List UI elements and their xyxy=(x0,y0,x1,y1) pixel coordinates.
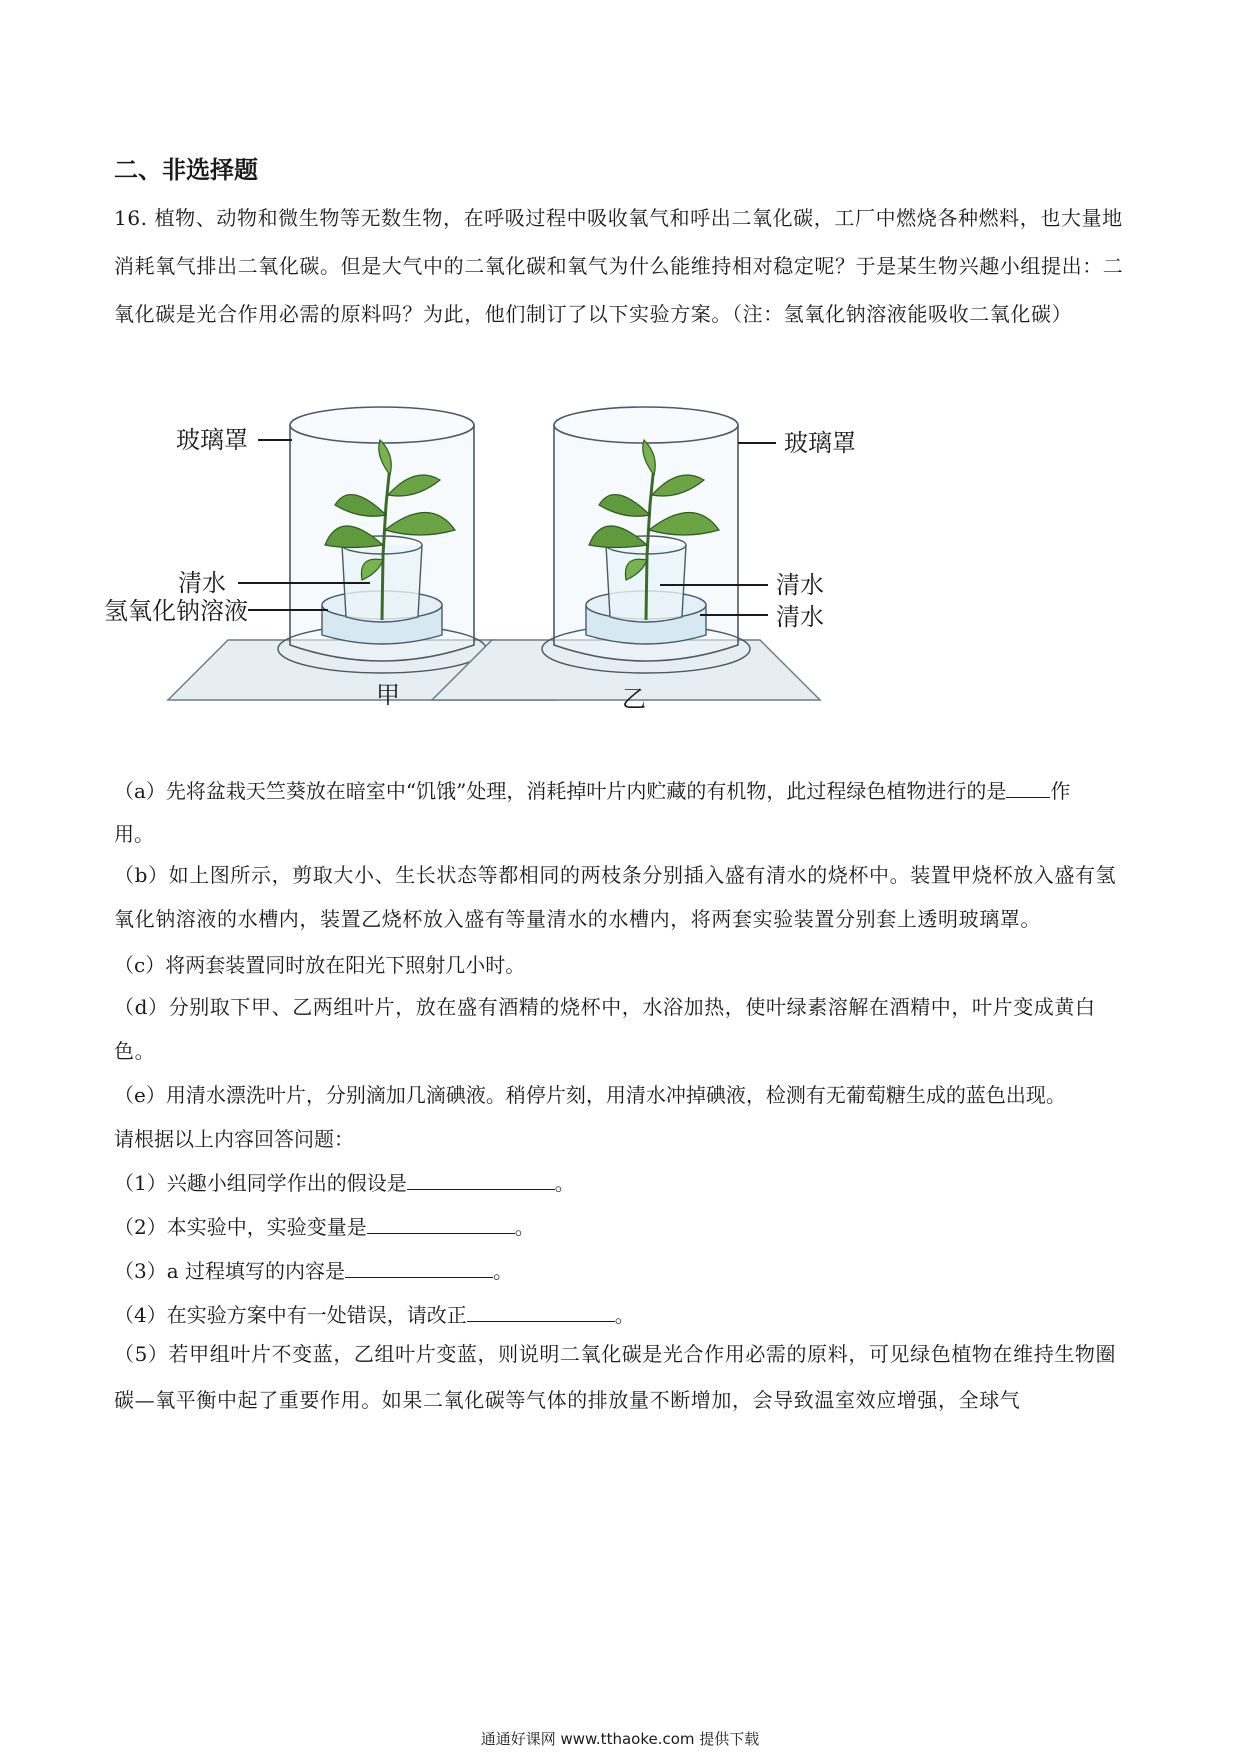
question-4-blank[interactable] xyxy=(467,1299,615,1322)
step-a-continued: 用。 xyxy=(114,822,154,846)
question-4 xyxy=(114,1299,1130,1330)
question-4-text: （4）在实验方案中有一处错误，请改正 xyxy=(114,1303,467,1327)
question-2 xyxy=(114,1211,1130,1242)
step-a-tail: 作 xyxy=(1050,779,1071,803)
question-3-blank[interactable] xyxy=(345,1255,493,1278)
step-a-text: （a）先将盆栽天竺葵放在暗室中“饥饿”处理，消耗掉叶片内贮藏的有机物，此过程绿色植物进行的是 xyxy=(114,779,1007,803)
question-4-end: 。 xyxy=(614,1303,635,1327)
question-1 xyxy=(114,1167,1130,1198)
step-e: （e）用清水漂洗叶片，分别滴加几滴碘液。稍停片刻，用清水冲掉碘液，检测有无葡萄糖生成的蓝色出现。 xyxy=(114,1083,1066,1107)
apparatus-yi xyxy=(432,407,856,713)
caption-yi: 乙 xyxy=(622,685,646,713)
label-water-left: 清水 xyxy=(178,569,226,597)
question-3-text: （3）a 过程填写的内容是 xyxy=(114,1259,346,1283)
caption-jia: 甲 xyxy=(376,681,400,709)
label-water-beaker-right: 清水 xyxy=(776,571,824,599)
question-3-end: 。 xyxy=(493,1259,514,1283)
question-2-blank[interactable] xyxy=(367,1211,515,1234)
question-1-end: 。 xyxy=(554,1171,575,1195)
experiment-figure xyxy=(100,395,1000,825)
question-3 xyxy=(114,1255,1130,1286)
label-naoh-solution: 氢氧化钠溶液 xyxy=(104,597,248,625)
step-a-blank[interactable] xyxy=(1006,775,1050,798)
question-16-intro: 16. 植物、动物和微生物等无数生物，在呼吸过程中吸收氧气和呼出二氧化碳，工厂中燃烧各种燃料，也大量地消耗氧气排出二氧化碳。但是大气中的二氧化碳和氧气为什么能维持相对稳定呢？于是某生物兴趣小组提出：二氧化碳是光合作用必需的原料吗？为此，他们制订了以下实验方案。（注：氢氧化钠溶液能吸收二氧化碳） xyxy=(114,206,1124,326)
label-glass-jar-right: 玻璃罩 xyxy=(784,429,856,457)
page-footer: 通通好课网 www.tthaoke.com 提供下载 xyxy=(480,1730,760,1748)
question-prompt: 请根据以上内容回答问题： xyxy=(114,1127,354,1151)
question-2-end: 。 xyxy=(514,1215,535,1239)
label-water-trough-right: 清水 xyxy=(776,603,824,631)
question-1-blank[interactable] xyxy=(407,1167,555,1190)
section-title: 二、非选择题 xyxy=(114,156,258,184)
step-b: （b）如上图所示，剪取大小、生长状态等都相同的两枝条分别插入盛有清水的烧杯中。装置甲烧杯放入盛有氢氧化钠溶液的水槽内，装置乙烧杯放入盛有等量清水的水槽内，将两套实验装置分别套上透明玻璃罩。 xyxy=(114,863,1117,931)
question-5: （5）若甲组叶片不变蓝，乙组叶片变蓝，则说明二氧化碳是光合作用必需的原料，可见绿色植物在维持生物圈碳—氧平衡中起了重要作用。如果二氧化碳等气体的排放量不断增加，会导致温室效应增强，全球气 xyxy=(114,1342,1117,1412)
step-c: （c）将两套装置同时放在阳光下照射几小时。 xyxy=(114,953,526,977)
step-d: （d）分别取下甲、乙两组叶片，放在盛有酒精的烧杯中，水浴加热，使叶绿素溶解在酒精中，叶片变成黄白色。 xyxy=(114,995,1096,1063)
question-2-text: （2）本实验中，实验变量是 xyxy=(114,1215,367,1239)
label-glass-jar-left: 玻璃罩 xyxy=(176,426,248,454)
question-1-text: （1）兴趣小组同学作出的假设是 xyxy=(114,1171,407,1195)
step-a xyxy=(114,775,1130,806)
